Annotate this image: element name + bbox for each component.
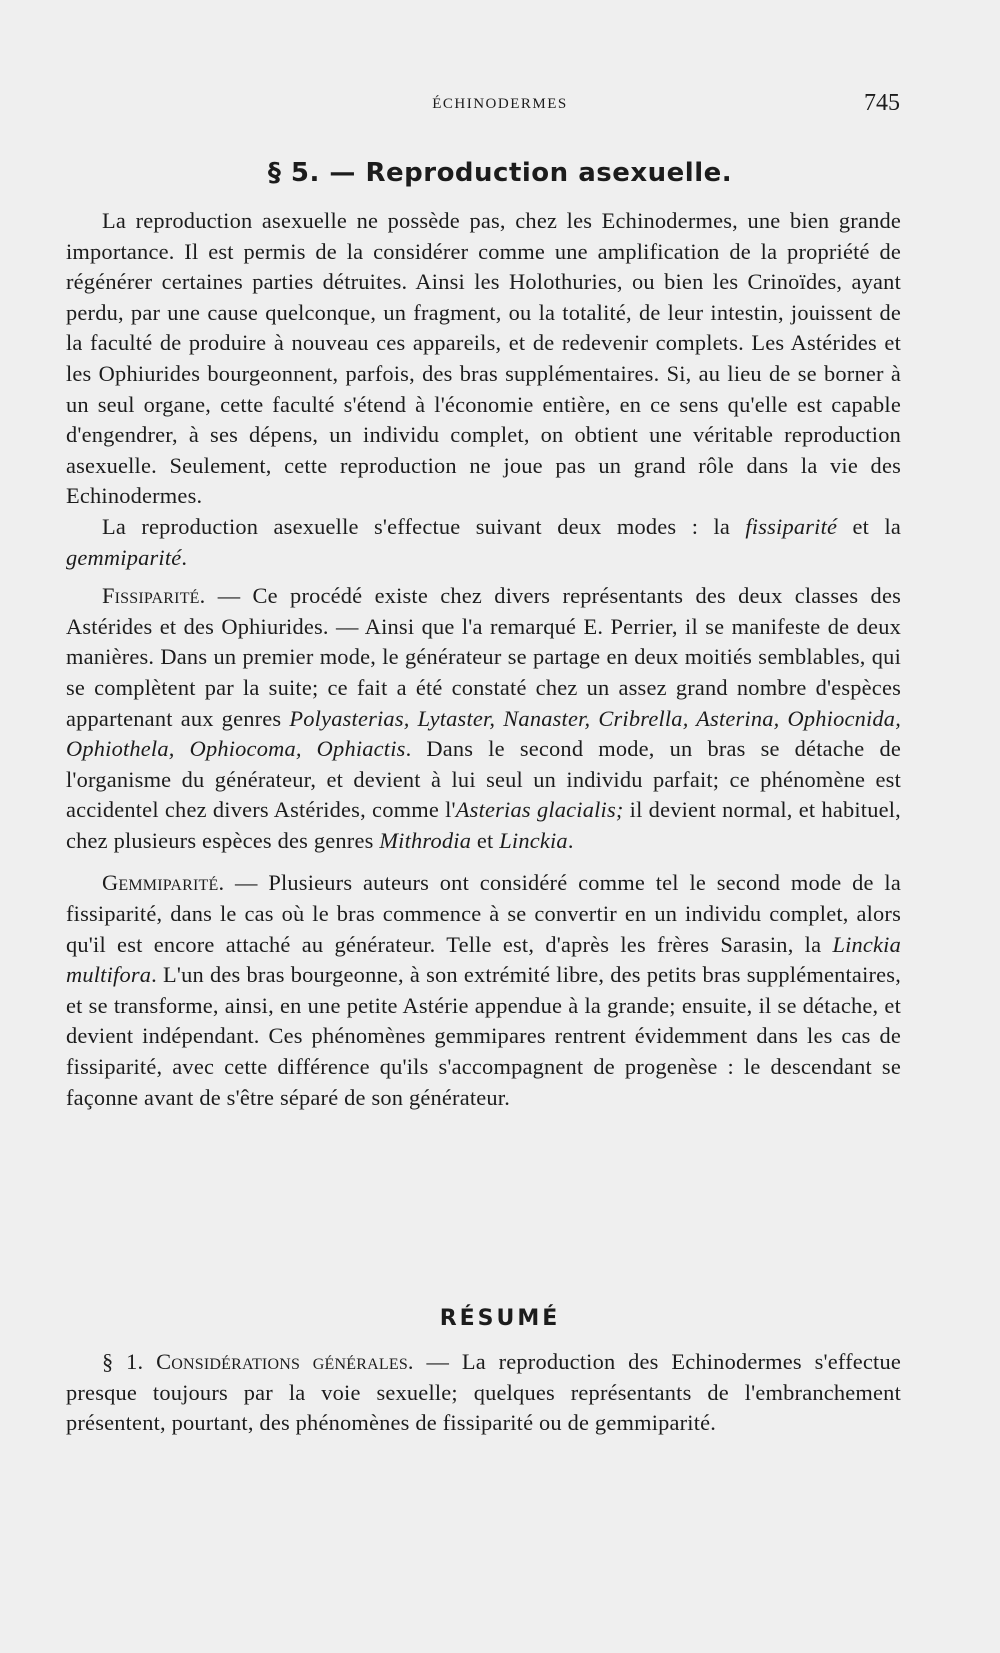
gemmiparite-text-2: . L'un des bras bourgeonne, à son extrémité libre, des petits bras supplémentaires, et se transforme, ainsi, en une petite Astérie appendue à la grande; ensuite, il se détache, et devient indépendant. Ces phénomènes gemmipares rentrent évidemment dans les cas de fissiparité, avec cette différence qu'ils s'accompagnent de progenèse : le descendant se façonne avant de s'être séparé de son générateur. — [66, 962, 901, 1110]
paragraph-gemmiparite — [66, 868, 901, 1113]
paragraph-resume-1 — [66, 1347, 901, 1439]
paragraph-intro: La reproduction asexuelle ne possède pas, chez les Echinodermes, une bien grande importance. Il est permis de la considérer comme une amplification de la propriété de régénérer certaines parties détruites. Ainsi les Holothuries, ou bien les Crinoïdes, ayant perdu, par une cause quelconque, un fragment, ou la totalité, de leur intestin, jouissent de la faculté de produire à nouveau ces appareils, et de redevenir complets. Les Astérides et les Ophiurides bourgeonnent, parfois, des bras supplémentaires. Si, au lieu de se borner à un seul organe, cette faculté s'étend à l'économie entière, en ce sens qu'elle est capable d'engendrer, à ses dépens, un individu complet, on obtient une véritable reproduction asexuelle. Seulement, cette reproduction ne joue pas un grand rôle dans la vie des Echinodermes. — [66, 208, 901, 509]
fissiparite-genus-mithrodia: Mithrodia — [379, 827, 472, 853]
page-number: 745 — [864, 90, 900, 116]
running-title: ÉCHINODERMES — [432, 96, 568, 112]
fissiparite-text-2: . Dans le second mode, un bras se détache de l'organisme du générateur, et devient à lui seul un individu parfait; ce phénomène est accidentel chez divers Astérides, comme l' — [66, 736, 901, 823]
paragraph-modes — [66, 512, 901, 573]
resume-label: Considérations générales. — [156, 1349, 414, 1374]
gemmiparite-text-1: — Plusieurs auteurs ont considéré comme tel le second mode de la fissiparité, dans le cas où le bras commence à se convertir en un individu complet, alors qu'il est encore attaché au générateur. Telle est, d'après les frères Sarasin, la — [66, 870, 901, 957]
section-body — [66, 206, 901, 1113]
fissiparite-genus-linckia: Linckia — [499, 827, 568, 853]
term-fissiparite: fissiparité — [745, 513, 838, 539]
fissiparite-text-5: . — [567, 827, 574, 853]
gemmiparite-species: Linckia multifora — [66, 931, 901, 988]
fissiparite-species: Asterias glacialis; — [455, 797, 624, 823]
section-heading: § 5. — Reproduction asexuelle. — [267, 158, 733, 188]
modes-text-mid: et la — [837, 513, 902, 539]
modes-text-end: . — [181, 544, 188, 570]
fissiparite-label: Fissiparité. — [102, 583, 206, 609]
term-gemmiparite: gemmiparité — [66, 544, 182, 570]
fissiparite-text-3: il devient normal, et habituel, chez plusieurs espèces des genres — [66, 797, 901, 853]
running-head — [0, 90, 1000, 120]
resume-text: — La reproduction des Echinodermes s'effectue presque toujours par la voie sexuelle; quelques représentants de l'embranchement présentent, pourtant, des phénomènes de fissiparité ou de gemmiparité. — [66, 1349, 901, 1436]
modes-text-start: La reproduction asexuelle s'effectue suivant deux modes : la — [102, 513, 746, 539]
resume-heading: RÉSUMÉ — [439, 1306, 561, 1331]
fissiparite-genera: Polyasterias, Lytaster, Nanaster, Cribrella, Asterina, Ophiocnida, Ophiothela, Ophiocoma, Ophiactis — [66, 705, 902, 762]
paragraph-fissiparite — [66, 581, 901, 856]
resume-section-number: § 1. — [102, 1349, 157, 1374]
fissiparite-text-4: et — [471, 827, 500, 853]
resume-body — [66, 1347, 901, 1439]
gemmiparite-label: Gemmiparité. — [102, 870, 225, 896]
fissiparite-text-1: — Ce procédé existe chez divers représentants des deux classes des Astérides et des Ophiurides. — Ainsi que l'a remarqué E. Perrier, il se manifeste de deux manières. Dans un premier mode, le générateur se partage en deux moitiés semblables, qui se complètent par la suite; ce fait a été constaté chez un assez grand nombre d'espèces appartenant aux genres — [66, 583, 901, 731]
